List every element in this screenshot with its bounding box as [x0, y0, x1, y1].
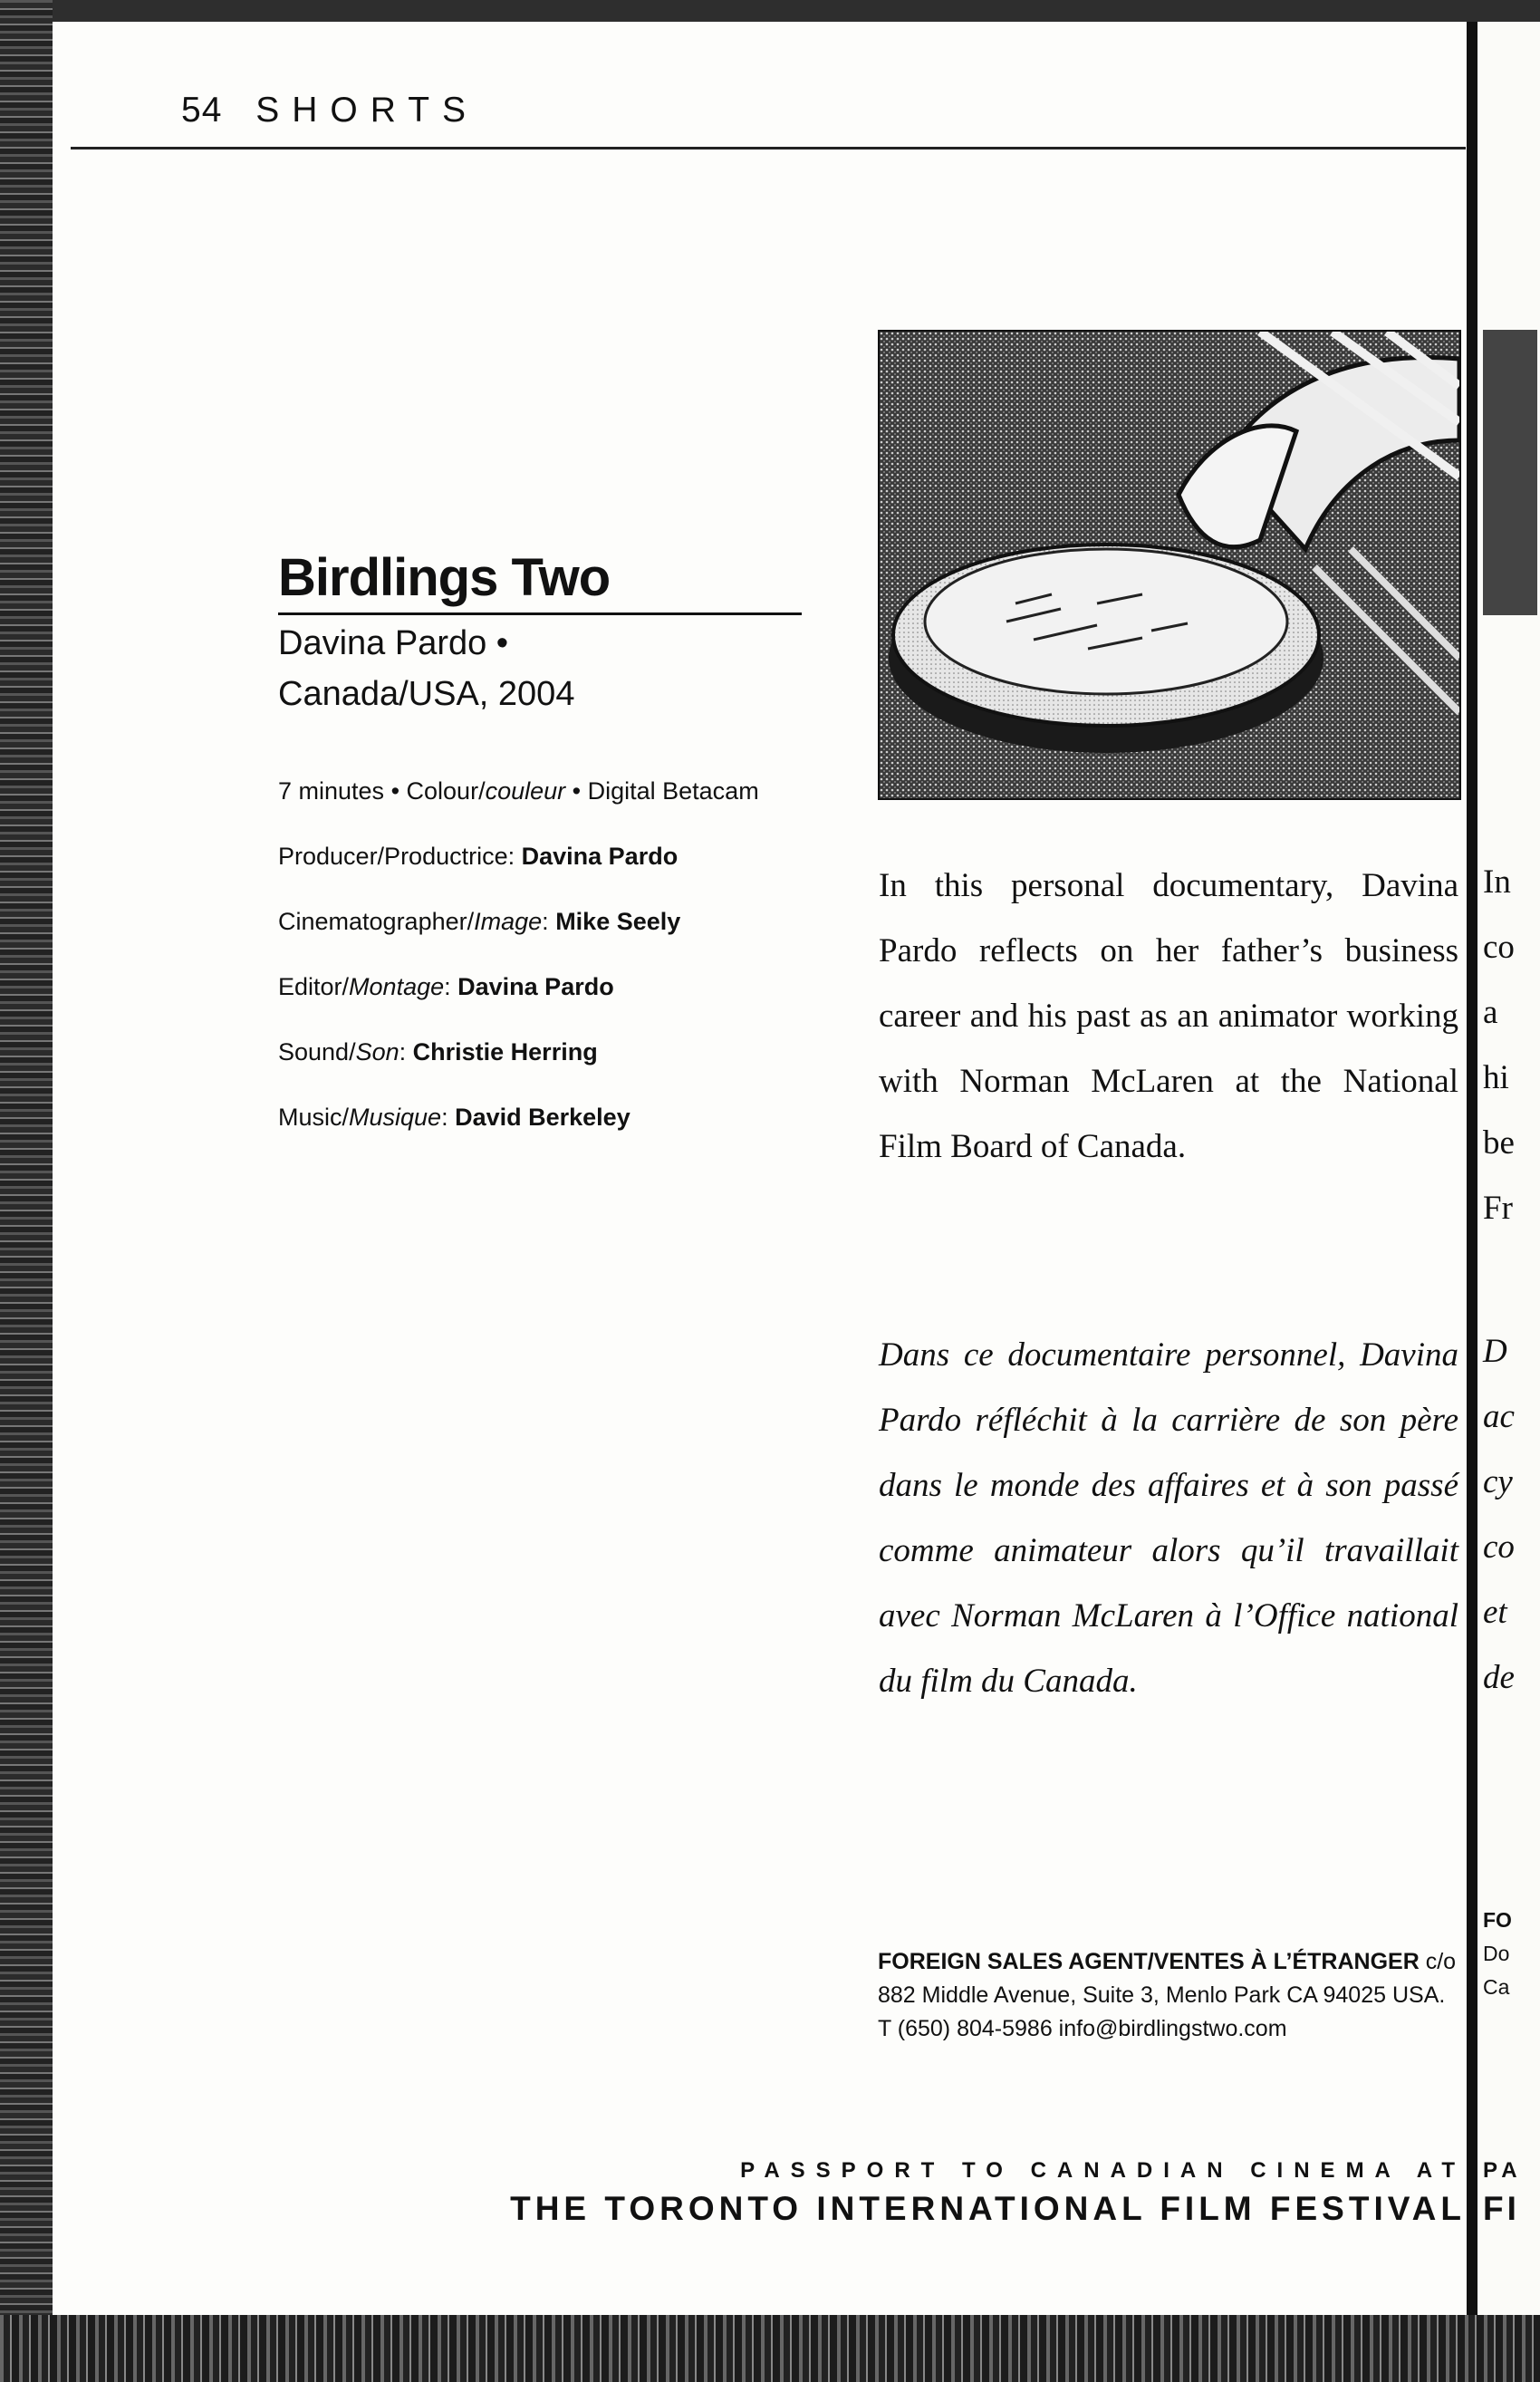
film-reel-illustration	[880, 332, 1459, 798]
credit-label-fr: Image	[474, 908, 543, 935]
next-page-text: co	[1483, 929, 1515, 966]
credit-editor: Editor/Montage: Davina Pardo	[278, 973, 614, 1000]
credit-label-fr: Musique	[349, 1104, 442, 1131]
title-rule	[278, 612, 802, 615]
director-line: Davina Pardo •	[278, 623, 509, 662]
credit-sound: Sound/Son: Christie Herring	[278, 1038, 598, 1066]
section-title: SHORTS	[255, 91, 479, 130]
description-french: Dans ce documentaire personnel, Davina Pardo réfléchit à la carrière de son père dans le monde des affaires et à son passé comme animateur alors qu’il travaillait avec Norman McLaren à l’Office national du film du Canada.	[879, 1336, 1458, 1700]
next-page-text: Ca	[1483, 1975, 1510, 1999]
footer-festival: THE TORONTO INTERNATIONAL FILM FESTIVAL	[510, 2190, 1466, 2227]
credit-label: Cinematographer/	[278, 908, 475, 935]
sales-contact: T (650) 804-5986 info@birdlingstwo.com	[878, 2016, 1287, 2041]
credit-label: Music/	[278, 1104, 350, 1131]
next-page-text: be	[1483, 1124, 1515, 1162]
next-page-text: a	[1483, 994, 1498, 1031]
film-title: Birdlings Two	[278, 548, 611, 607]
page-header	[181, 91, 478, 130]
next-page-text: co	[1483, 1529, 1515, 1566]
credits-list	[278, 777, 858, 1169]
credit-label: Editor/	[278, 973, 350, 1000]
next-page-text: ac	[1483, 1398, 1515, 1435]
film-still-image	[878, 330, 1461, 800]
credit-value: Davina Pardo	[457, 973, 614, 1000]
credit-label: Producer/Productrice:	[278, 843, 522, 870]
sales-heading: FOREIGN SALES AGENT/VENTES À L’ÉTRANGER	[878, 1949, 1420, 1974]
tech-specs	[278, 777, 858, 843]
credit-value: David Berkeley	[455, 1104, 630, 1131]
next-page-footer: FI	[1483, 2190, 1520, 2227]
bullet: •	[384, 777, 407, 805]
scan-left-edge	[0, 0, 53, 2382]
country-year: Canada/USA, 2004	[278, 674, 575, 713]
bullet: •	[565, 777, 588, 805]
sales-address: c/o 882 Middle Avenue, Suite 3, Menlo Park CA 94025 USA.	[878, 1949, 1457, 2008]
book-spine	[1467, 22, 1477, 2315]
next-page-text: D	[1483, 1333, 1507, 1370]
scan-bottom-edge	[0, 2315, 1540, 2382]
credit-value: Mike Seely	[555, 908, 681, 935]
colour-label: Colour/	[406, 777, 486, 805]
duration: 7 minutes	[278, 777, 385, 805]
credit-value: Davina Pardo	[521, 843, 679, 870]
next-page-text: de	[1483, 1659, 1515, 1696]
footer-tagline: PASSPORT TO CANADIAN CINEMA AT	[740, 2158, 1466, 2183]
next-page-text: In	[1483, 863, 1511, 901]
next-page-text: FO	[1483, 1908, 1512, 1932]
sales-agent-info	[878, 1945, 1458, 2046]
next-page-text: et	[1483, 1594, 1507, 1631]
credit-cinematographer: Cinematographer/Image: Mike Seely	[278, 908, 681, 935]
credit-label-fr: Montage	[349, 973, 445, 1000]
next-page-text: cy	[1483, 1463, 1513, 1500]
next-page-image	[1483, 330, 1537, 615]
catalog-page	[53, 22, 1540, 2315]
next-page-text: hi	[1483, 1059, 1509, 1096]
scan-top-edge	[0, 0, 1540, 22]
page-number: 54	[181, 91, 223, 130]
film-title-block	[278, 549, 858, 717]
next-page-footer: PA	[1483, 2158, 1523, 2183]
format: Digital Betacam	[587, 777, 759, 805]
description-english: In this personal documentary, Davina Pardo reflects on her father’s business career and his past as an animator working with Norman McLaren at the National Film Board of Canada.	[879, 867, 1458, 1165]
next-page-fragment	[1477, 22, 1540, 2315]
colour-label-fr: couleur	[485, 777, 566, 805]
credit-producer	[278, 843, 858, 908]
credit-label: Sound/	[278, 1038, 356, 1066]
credit-label-fr: Son	[355, 1038, 399, 1066]
credit-music: Music/Musique: David Berkeley	[278, 1104, 630, 1131]
header-rule	[71, 147, 1466, 149]
credit-value: Christie Herring	[412, 1038, 598, 1066]
next-page-text: Do	[1483, 1942, 1510, 1965]
next-page-text: Fr	[1483, 1190, 1513, 1227]
